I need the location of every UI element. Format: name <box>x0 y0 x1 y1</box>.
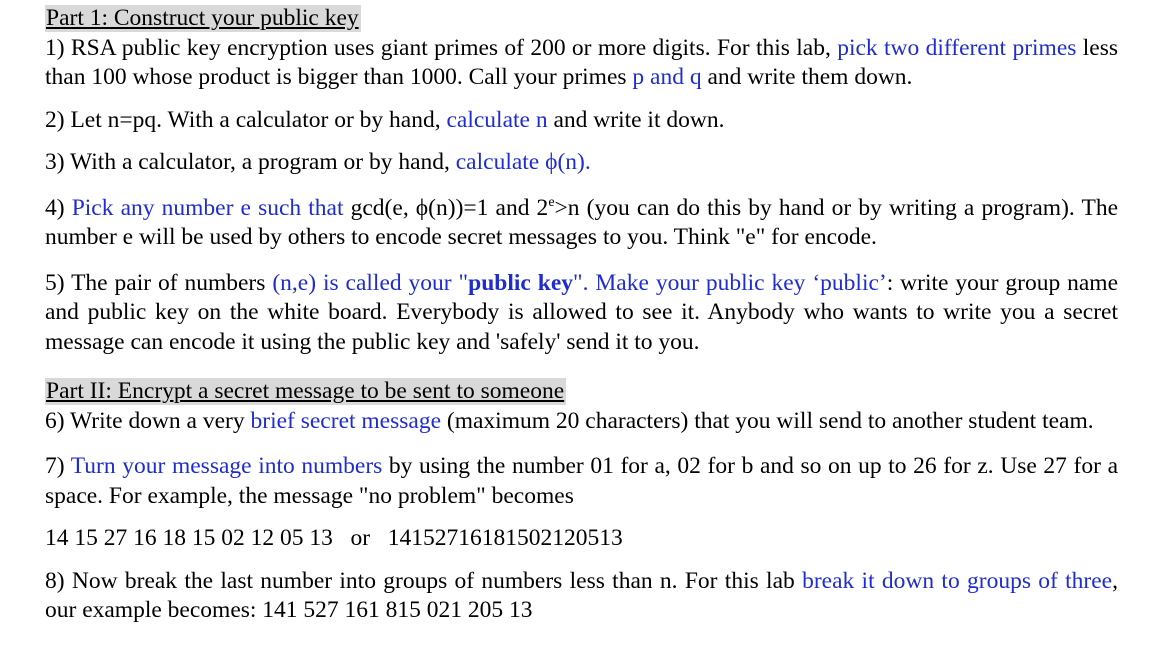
part1-section <box>45 4 1118 357</box>
step-7 <box>45 452 1118 511</box>
step-1-text-c: less than 100 whose product is bigger than 1000. Call your primes <box>45 34 1119 90</box>
step-4 <box>45 194 1118 253</box>
step-8-highlight: break it down to groups of three <box>802 567 1113 594</box>
part2-section <box>45 377 1118 626</box>
step-3 <box>45 148 1118 178</box>
step-1 <box>45 34 1118 93</box>
step-8-text-c: , our example becomes: 141 527 161 815 021 205 13 <box>45 567 1118 623</box>
step-4-text-d: >n (you can do this by hand or by writing a program). The number e will be used by others to encode secret messages to you. Think "e" for encode. <box>45 194 1119 250</box>
step-1-text-a: 1) RSA public key encryption uses giant primes of 200 or more digits. For this lab, <box>45 34 838 61</box>
step-6 <box>45 407 1118 437</box>
step-4-superscript: e <box>548 194 555 210</box>
step-2-text-a: 2) Let n=pq. With a calculator or by hand, <box>45 106 447 133</box>
step-8 <box>45 567 1118 626</box>
step-7-text-c: by using the number 01 for a, 02 for b and so on up to 26 for z. Use 27 for a space. For example, the message "no problem" becomes <box>45 453 1119 509</box>
example-numbers: 14 15 27 16 18 15 02 12 05 13 or 14152716181502120513 <box>45 525 623 551</box>
step-2 <box>45 106 1118 136</box>
step-1-highlight-primes: pick two different primes <box>837 34 1077 61</box>
step-3-highlight: calculate ϕ(n). <box>455 149 591 175</box>
step-6-highlight: brief secret message <box>250 407 442 434</box>
step-8-text-a: 8) Now break the last number into groups of numbers less than n. For this lab <box>45 567 803 594</box>
step-5-highlight-b: ". Make your public key ‘public’ <box>573 269 887 296</box>
step-2-highlight: calculate n <box>446 106 548 133</box>
part2-heading: Part II: Encrypt a secret message to be sent to someone <box>46 378 565 404</box>
step-6-text-c: (maximum 20 characters) that you will send to another student team. <box>441 407 1094 434</box>
step-1-text-e: and write them down. <box>701 64 913 90</box>
step-5-text-a: 5) The pair of numbers <box>45 269 273 296</box>
lab-document <box>45 4 1118 626</box>
step-5-highlight-a: (n,e) is called your " <box>272 269 469 296</box>
step-6-text-a: 6) Write down a very <box>45 407 251 434</box>
step-3-text-a: 3) With a calculator, a program or by hand, <box>45 149 456 175</box>
part1-heading: Part 1: Construct your public key <box>46 5 359 31</box>
step-4-text-a: 4) <box>45 194 72 221</box>
step-2-text-c: and write it down. <box>547 106 725 133</box>
step-4-highlight: Pick any number e such that <box>71 194 344 221</box>
step-7-highlight: Turn your message into numbers <box>70 453 383 479</box>
step-7-text-a: 7) <box>45 453 71 479</box>
step-5-text-e: : write your group name and public key on the white board. Everybody is allowed to see it. Anybody who wants to write you a secret message can encode it using the public key and 'safely' send it to you. <box>45 269 1119 355</box>
step-5 <box>45 269 1118 358</box>
step-4-text-c: gcd(e, ϕ(n))=1 and 2 <box>343 194 549 221</box>
step-1-highlight-pq: p and q <box>632 64 702 90</box>
step-5-public-key-bold: public key <box>468 269 574 296</box>
